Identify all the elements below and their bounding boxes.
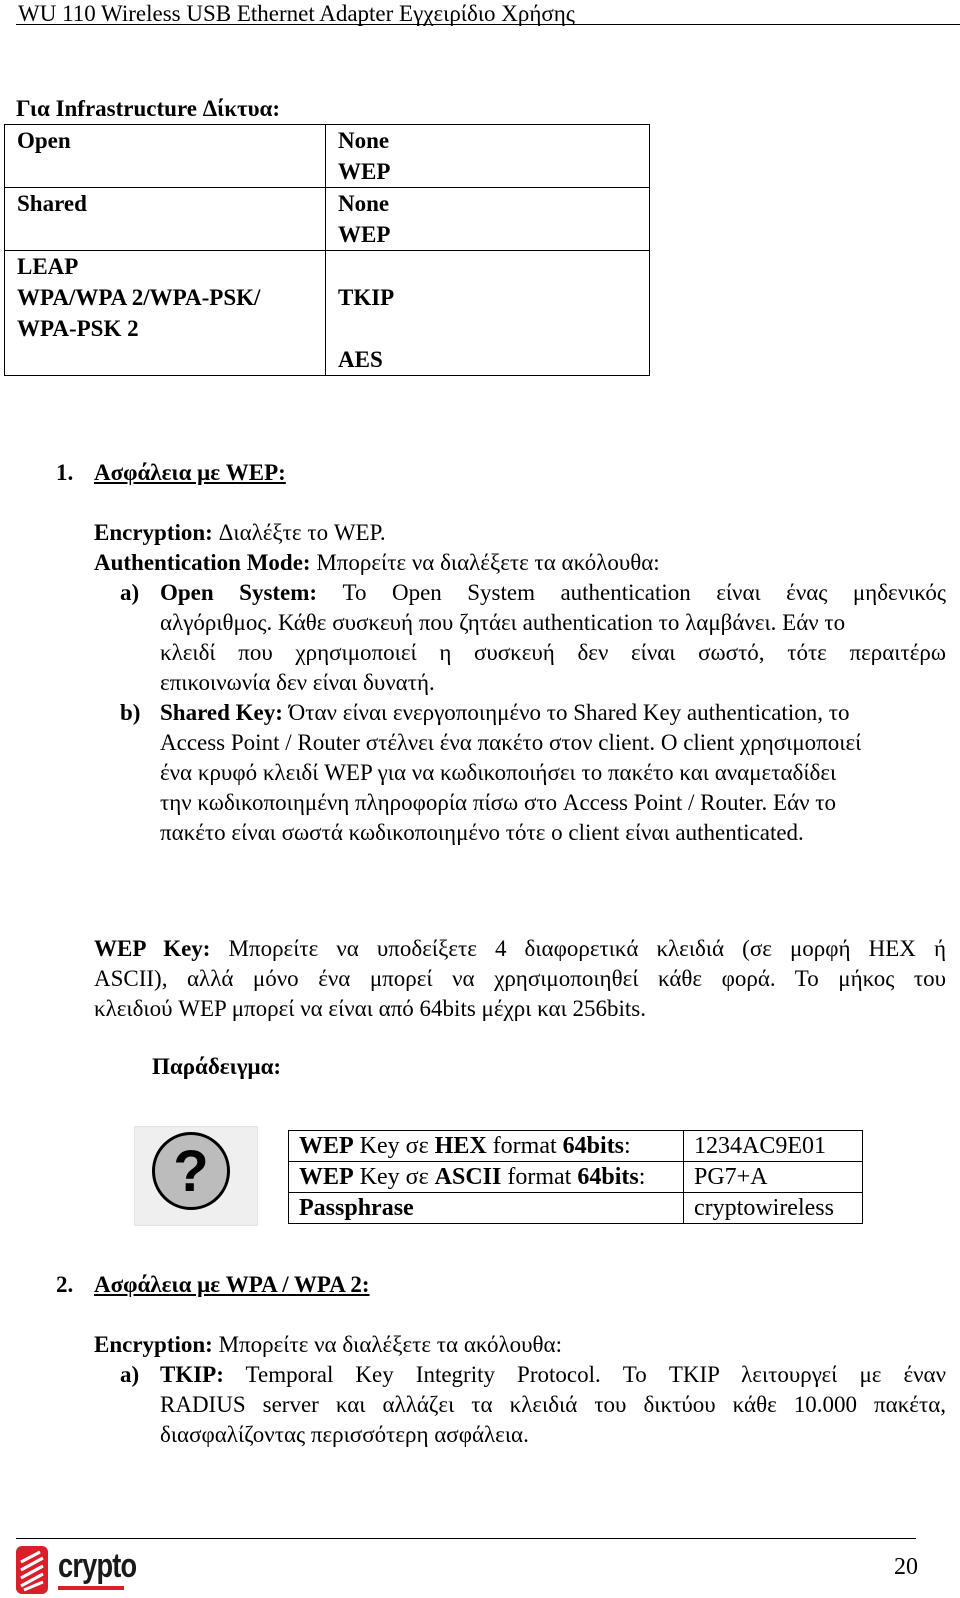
key-part: 64bits <box>562 1133 625 1159</box>
paragraph-text: Μπορείτε να υποδείξετε 4 διαφορετικά κλειδιά (σε μορφή HEX ή <box>210 936 946 961</box>
encryption-label: Encryption: <box>94 1332 213 1357</box>
table-row <box>5 125 650 188</box>
empty-line <box>17 344 325 375</box>
list-marker: a) <box>120 580 140 605</box>
auth-label: WPA/WPA 2/WPA-PSK/ <box>17 285 261 310</box>
paragraph-line: κλειδί που χρησιμοποιεί η συσκευή δεν είναι σωστό, τότε περαιτέρω <box>160 640 946 665</box>
table-row <box>289 1131 863 1162</box>
auth-mode-line <box>94 548 660 578</box>
paragraph-line: την κωδικοποιημένη πληροφορία πίσω στο Access Point / Router. Εάν το <box>160 790 837 815</box>
encryption-cell <box>326 125 650 188</box>
encryption-label: WEP <box>338 222 391 247</box>
example-value-cell: PG7+A <box>684 1162 863 1193</box>
encryption-label: AES <box>338 347 383 372</box>
key-part: Key σε <box>353 1133 435 1159</box>
auth-mode-text: Μπορείτε να διαλέξετε τα ακόλουθα: <box>310 550 660 575</box>
encryption-label: None <box>338 128 390 153</box>
document-header-title: WU 110 Wireless USB Ethernet Adapter Εγχειρίδιο Χρήσης <box>18 1 575 26</box>
encryption-label: WEP <box>338 159 391 184</box>
encryption-cell <box>326 188 650 251</box>
crypto-logo-text: crypto <box>58 1547 137 1585</box>
infrastructure-title: Για Infrastructure Δίκτυα: <box>16 96 281 121</box>
auth-mode-label: Authentication Mode: <box>94 550 311 575</box>
table-row <box>5 251 650 376</box>
section-number: 2. <box>56 1272 74 1297</box>
auth-label: LEAP <box>17 254 79 279</box>
encryption-line <box>94 1330 562 1360</box>
paragraph-line: διασφαλίζοντας περισσότερη ασφάλεια. <box>160 1422 529 1447</box>
crypto-logo-icon <box>16 1546 48 1594</box>
key-part: WEP <box>299 1133 354 1159</box>
paragraph-line: επικοινωνία δεν είναι δυνατή. <box>160 670 435 695</box>
encryption-label: Encryption: <box>94 520 213 545</box>
section-heading: Ασφάλεια με WEP: <box>94 460 286 485</box>
question-mark-icon: ? <box>152 1132 230 1210</box>
paragraph-text: Το Open System authentication είναι ένας μηδενικός <box>317 580 946 605</box>
encryption-label: TKIP <box>338 285 395 310</box>
example-key-cell <box>289 1193 684 1224</box>
key-part: 64bits <box>577 1164 639 1190</box>
key-part: HEX <box>434 1133 487 1159</box>
paragraph-line: πακέτο είναι σωστά κωδικοποιημένο τότε ο client είναι authenticated. <box>160 820 804 845</box>
paragraph-text: Όταν είναι ενεργοποιημένο το Shared Key authentication, το <box>282 700 850 725</box>
page-number: 20 <box>894 1554 918 1580</box>
logo-underline <box>58 1586 124 1590</box>
term-label: TKIP: <box>160 1362 224 1387</box>
paragraph-line: ένα κρυφό κλειδί WEP για να κωδικοποιήσει το πακέτο και αναμεταδίδει <box>160 760 837 785</box>
paragraph-line <box>94 934 946 964</box>
encryption-cell <box>326 251 650 376</box>
auth-cell <box>5 125 326 188</box>
auth-label: WPA-PSK 2 <box>17 316 139 341</box>
term-label: Shared Key: <box>160 700 283 725</box>
table-row <box>289 1162 863 1193</box>
key-part: Passphrase <box>299 1195 414 1221</box>
section-number: 1. <box>56 460 74 485</box>
paragraph-line <box>160 1360 946 1390</box>
auth-label: Shared <box>17 191 87 216</box>
encryption-text: Διαλέξτε το WEP. <box>212 520 386 545</box>
paragraph-line: κλειδιού WEP μπορεί να είναι από 64bits μέχρι και 256bits. <box>94 996 647 1021</box>
paragraph-line <box>160 578 946 608</box>
auth-cell <box>5 251 326 376</box>
auth-cell <box>5 188 326 251</box>
table-row <box>5 188 650 251</box>
list-marker: a) <box>120 1362 140 1387</box>
term-label: WEP Key: <box>94 936 211 961</box>
table-row <box>289 1193 863 1224</box>
encryption-line <box>94 518 386 548</box>
encryption-label <box>338 251 649 282</box>
key-part: Key σε <box>353 1164 435 1190</box>
example-key-cell <box>289 1131 684 1162</box>
infrastructure-table <box>4 124 650 376</box>
paragraph-line <box>160 698 849 728</box>
encryption-label <box>338 313 649 344</box>
paragraph-line: RADIUS server και αλλάζει τα κλειδιά του δικτύου κάθε 10.000 πακέτα, <box>160 1392 946 1417</box>
auth-label: Open <box>17 128 71 153</box>
key-part: ASCII <box>434 1164 502 1190</box>
section-heading: Ασφάλεια με WPA / WPA 2: <box>94 1272 370 1297</box>
paragraph-line: αλγόριθμος. Κάθε συσκευή που ζητάει authentication το λαμβάνει. Εάν το <box>160 610 846 635</box>
key-part: : <box>638 1164 646 1190</box>
encryption-text: Μπορείτε να διαλέξετε τα ακόλουθα: <box>212 1332 562 1357</box>
list-marker: b) <box>120 700 141 725</box>
example-key-cell <box>289 1162 684 1193</box>
key-part: format <box>486 1133 563 1159</box>
paragraph-line: ASCII), αλλά μόνο ένα μπορεί να χρησιμοποιηθεί κάθε φορά. Το μήκος του <box>94 966 946 991</box>
paragraph-line: Access Point / Router στέλνει ένα πακέτο στον client. Ο client χρησιμοποιεί <box>160 730 862 755</box>
header-divider <box>16 24 960 25</box>
paragraph-text: Temporal Key Integrity Protocol. Το TKIP λειτουργεί με έναν <box>223 1362 946 1387</box>
footer-divider <box>16 1538 916 1539</box>
key-part: WEP <box>299 1164 354 1190</box>
encryption-label: None <box>338 191 390 216</box>
example-value-cell: 1234AC9E01 <box>684 1131 863 1162</box>
key-part: format <box>501 1164 578 1190</box>
example-table <box>288 1130 863 1224</box>
term-label: Open System: <box>160 580 318 605</box>
key-part: : <box>624 1133 631 1159</box>
example-title: Παράδειγμα: <box>152 1054 282 1079</box>
example-value-cell: cryptowireless <box>684 1193 863 1224</box>
